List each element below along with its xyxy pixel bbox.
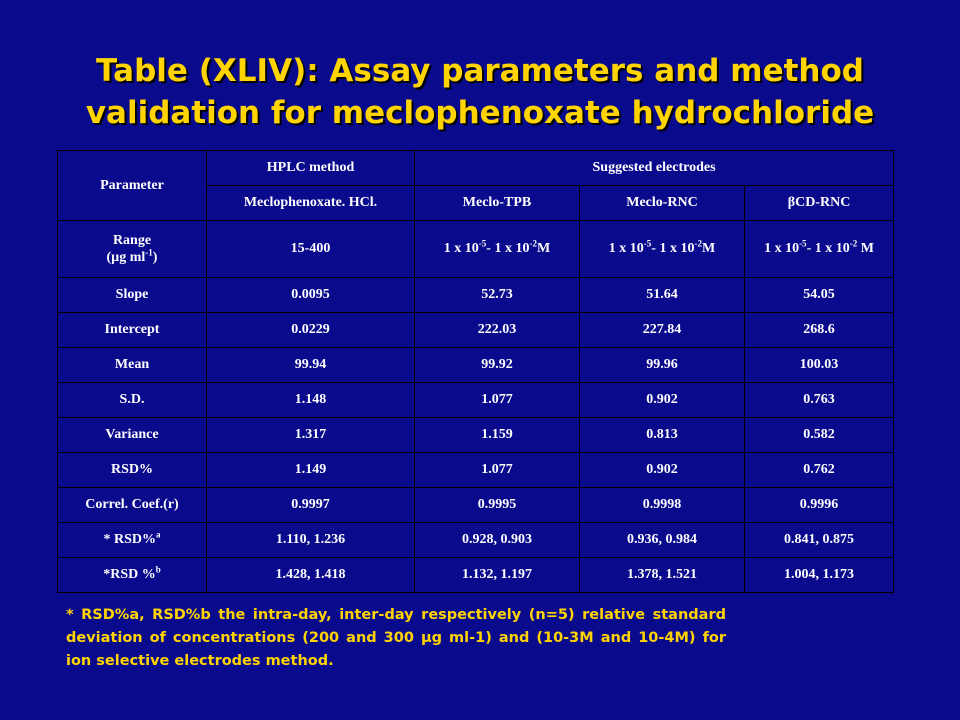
- row-label: Intercept: [58, 313, 207, 348]
- cell-value: 0.762: [745, 453, 894, 488]
- cell-value: 1.077: [415, 453, 580, 488]
- rsd-b-label: *RSD %: [103, 567, 156, 582]
- rsd-b-sup: b: [155, 564, 161, 575]
- cell-value: 99.96: [580, 348, 745, 383]
- cell-value: 99.94: [207, 348, 415, 383]
- cell-value: 0.928, 0.903: [415, 523, 580, 558]
- header-col-bcd-rnc: βCD-RNC: [745, 186, 894, 221]
- header-hplc-method: HPLC method: [207, 151, 415, 186]
- range-label-exp: -1: [145, 247, 153, 258]
- cell-value: 0.9996: [745, 488, 894, 523]
- range-label-unit: (µg ml: [106, 250, 146, 265]
- footnote: * RSD%a, RSD%b the intra-day, inter-day respectively (n=5) relative standard deviation of concentrations (200 and 300 µg ml-1) and (10-3M and 10-4M) for ion selective electrodes method.: [66, 607, 726, 669]
- table-row-range: [58, 221, 894, 278]
- cell-value: 99.92: [415, 348, 580, 383]
- header-row-1: [58, 151, 894, 186]
- rsd-a-sup: a: [156, 529, 161, 540]
- table-row-rsd: [58, 453, 894, 488]
- cell-value: 0.0229: [207, 313, 415, 348]
- cell-value: 0.9998: [580, 488, 745, 523]
- cell-value: 0.936, 0.984: [580, 523, 745, 558]
- row-label: RSD%: [58, 453, 207, 488]
- cell-value: 1.004, 1.173: [745, 558, 894, 593]
- cell-value: 1.159: [415, 418, 580, 453]
- row-label: Mean: [58, 348, 207, 383]
- cell-value: 1.149: [207, 453, 415, 488]
- range-bcd-rnc: [745, 221, 894, 278]
- row-label: [58, 523, 207, 558]
- header-col-meclo-rnc: Meclo-RNC: [580, 186, 745, 221]
- header-suggested-electrodes: Suggested electrodes: [415, 151, 894, 186]
- cell-value: 0.813: [580, 418, 745, 453]
- row-label: Slope: [58, 278, 207, 313]
- table-row-mean: [58, 348, 894, 383]
- range-exp-low: -5: [643, 238, 652, 249]
- cell-value: 54.05: [745, 278, 894, 313]
- cell-value: 0.841, 0.875: [745, 523, 894, 558]
- cell-value: 227.84: [580, 313, 745, 348]
- table-row-sd: [58, 383, 894, 418]
- cell-value: 0.763: [745, 383, 894, 418]
- range-exp-high: -2: [694, 238, 702, 249]
- range-sep: - 1 x 10: [806, 241, 850, 256]
- range-exp-high: -2: [529, 238, 537, 249]
- cell-value: 1.132, 1.197: [415, 558, 580, 593]
- cell-value: 0.0095: [207, 278, 415, 313]
- range-label-close: ): [152, 250, 158, 265]
- range-meclo-rnc: [580, 221, 745, 278]
- range-base: 1 x 10: [608, 241, 644, 256]
- cell-value: 1.428, 1.418: [207, 558, 415, 593]
- header-col-meclophenoxate: Meclophenoxate. HCl.: [207, 186, 415, 221]
- cell-value: 268.6: [745, 313, 894, 348]
- range-sep: - 1 x 10: [651, 241, 695, 256]
- table-row-intercept: [58, 313, 894, 348]
- range-exp-high: -2: [849, 238, 858, 249]
- page-title: [0, 50, 960, 134]
- cell-value: 0.902: [580, 453, 745, 488]
- cell-value: 222.03: [415, 313, 580, 348]
- cell-value: 1.077: [415, 383, 580, 418]
- range-meclo-tpb: [415, 221, 580, 278]
- table-row-correl-coef: [58, 488, 894, 523]
- cell-value: 0.582: [745, 418, 894, 453]
- range-exp-low: -5: [799, 238, 807, 249]
- header-parameter: Parameter: [58, 151, 207, 221]
- cell-value: 1.317: [207, 418, 415, 453]
- range-sep: - 1 x 10: [486, 241, 530, 256]
- cell-value: 1.110, 1.236: [207, 523, 415, 558]
- table-row-variance: [58, 418, 894, 453]
- range-exp-low: -5: [478, 238, 487, 249]
- row-label: Correl. Coef.(r): [58, 488, 207, 523]
- range-base: 1 x 10: [443, 241, 479, 256]
- title-line-2: validation for meclophenoxate hydrochloride: [85, 95, 875, 131]
- row-label: S.D.: [58, 383, 207, 418]
- header-col-meclo-tpb: Meclo-TPB: [415, 186, 580, 221]
- range-unit: M: [536, 241, 551, 256]
- cell-value: 1.378, 1.521: [580, 558, 745, 593]
- table-row-slope: [58, 278, 894, 313]
- range-label: [58, 221, 207, 278]
- table-row-rsd-b: [58, 558, 894, 593]
- table-row-rsd-a: [58, 523, 894, 558]
- assay-table: [57, 150, 894, 593]
- range-hplc: 15-400: [207, 221, 415, 278]
- cell-value: 51.64: [580, 278, 745, 313]
- cell-value: 0.902: [580, 383, 745, 418]
- row-label: [58, 558, 207, 593]
- cell-value: 52.73: [415, 278, 580, 313]
- range-label-line1: Range: [112, 233, 152, 248]
- range-unit: M: [857, 241, 874, 256]
- range-unit: M: [701, 241, 716, 256]
- row-label: Variance: [58, 418, 207, 453]
- cell-value: 1.148: [207, 383, 415, 418]
- title-line-1: Table (XLIV): Assay parameters and method: [96, 53, 864, 89]
- cell-value: 0.9995: [415, 488, 580, 523]
- cell-value: 0.9997: [207, 488, 415, 523]
- range-base: 1 x 10: [764, 241, 800, 256]
- cell-value: 100.03: [745, 348, 894, 383]
- rsd-a-label: * RSD%: [103, 532, 156, 547]
